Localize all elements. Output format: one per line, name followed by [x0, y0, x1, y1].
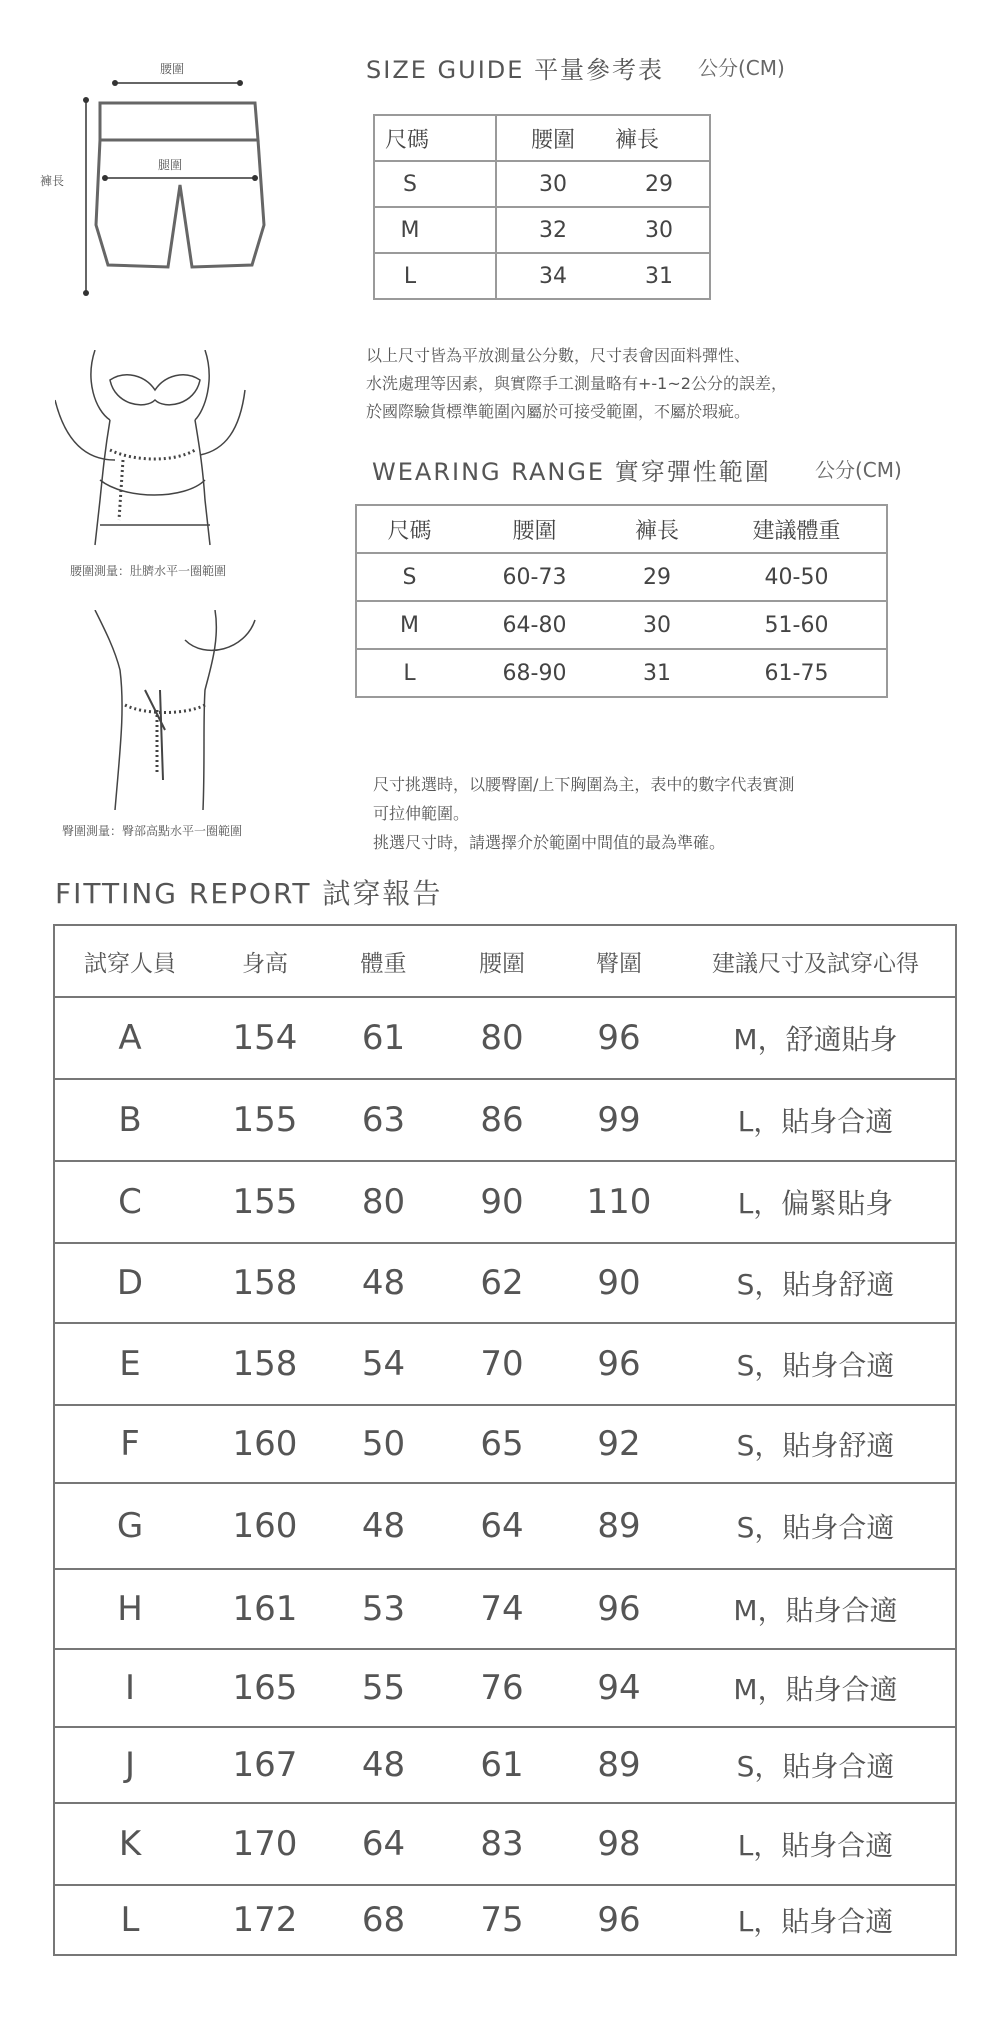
height-cell: 154: [205, 997, 325, 1079]
hip-cell: 90: [562, 1243, 676, 1323]
waist-cell: 90: [442, 1161, 562, 1243]
height-cell: 167: [205, 1727, 325, 1803]
selection-notes: [373, 770, 794, 857]
header-cell: 褲長: [609, 115, 710, 161]
header-cell: 尺碼: [374, 115, 496, 161]
height-cell: 155: [205, 1161, 325, 1243]
table-row: [356, 553, 887, 601]
waist-cell: 80: [442, 997, 562, 1079]
hip-measure-icon: [85, 610, 275, 810]
wearing-range-title: WEARING RANGE 實穿彈性範圍: [372, 458, 771, 486]
suggestion-cell: L，貼身合適: [676, 1885, 956, 1955]
hip-measure-figure: [85, 610, 275, 810]
weight-cell: 61: [325, 997, 442, 1079]
tester-cell: D: [54, 1243, 205, 1323]
table-cell: 40-50: [707, 553, 887, 601]
wearing-range-unit: 公分(CM): [815, 458, 902, 482]
weight-cell: 64: [325, 1803, 442, 1885]
suggestion-cell: M，貼身合適: [676, 1649, 956, 1727]
table-row: [356, 601, 887, 649]
hip-cell: 96: [562, 1885, 676, 1955]
weight-cell: 68: [325, 1885, 442, 1955]
fitting-report-title: FITTING REPORT 試穿報告: [55, 877, 443, 910]
weight-cell: 55: [325, 1649, 442, 1727]
tester-cell: C: [54, 1161, 205, 1243]
note-line: 以上尺寸皆為平放測量公分數，尺寸表會因面料彈性、: [366, 346, 751, 365]
shorts-diagram: [30, 55, 280, 305]
header-cell: 建議體重: [707, 505, 887, 553]
suggestion-cell: L，偏緊貼身: [676, 1161, 956, 1243]
wearing-range-table: [355, 504, 888, 698]
height-cell: 158: [205, 1243, 325, 1323]
hip-cell: 96: [562, 997, 676, 1079]
header-cell: 身高: [205, 925, 325, 997]
hip-cell: 89: [562, 1483, 676, 1569]
hip-cell: 99: [562, 1079, 676, 1161]
header-cell: 建議尺寸及試穿心得: [676, 925, 956, 997]
tester-cell: F: [54, 1405, 205, 1483]
height-cell: 161: [205, 1569, 325, 1649]
table-cell: 51-60: [707, 601, 887, 649]
hip-cell: 94: [562, 1649, 676, 1727]
weight-cell: 48: [325, 1243, 442, 1323]
height-cell: 155: [205, 1079, 325, 1161]
table-cell: M: [356, 601, 462, 649]
shorts-outline-icon: [30, 55, 280, 305]
table-header-row: [374, 115, 710, 161]
table-cell: L: [356, 649, 462, 697]
weight-cell: 80: [325, 1161, 442, 1243]
table-cell: 64-80: [462, 601, 607, 649]
suggestion-cell: S，貼身舒適: [676, 1243, 956, 1323]
header-cell: 體重: [325, 925, 442, 997]
length-label: 褲長: [40, 174, 65, 188]
suggestion-cell: S，貼身合適: [676, 1323, 956, 1405]
table-row: [54, 1569, 956, 1649]
waist-caption: 腰圍測量：肚臍水平一圈範圍: [70, 564, 227, 578]
waist-cell: 70: [442, 1323, 562, 1405]
hip-caption: 臀圍測量：臀部高點水平一圈範圍: [62, 824, 243, 838]
table-cell: 68-90: [462, 649, 607, 697]
waist-cell: 61: [442, 1727, 562, 1803]
table-cell: S: [356, 553, 462, 601]
thigh-label: 腿圍: [158, 158, 183, 172]
table-row: [54, 1803, 956, 1885]
weight-cell: 53: [325, 1569, 442, 1649]
tester-cell: J: [54, 1727, 205, 1803]
table-cell: 30: [609, 207, 710, 253]
table-cell: 61-75: [707, 649, 887, 697]
table-row: [54, 1243, 956, 1323]
table-row: [54, 1079, 956, 1161]
tester-cell: E: [54, 1323, 205, 1405]
table-cell: S: [374, 161, 496, 207]
waist-cell: 74: [442, 1569, 562, 1649]
waist-cell: 86: [442, 1079, 562, 1161]
suggestion-cell: S，貼身合適: [676, 1483, 956, 1569]
suggestion-cell: L，貼身合適: [676, 1079, 956, 1161]
table-header-row: [54, 925, 956, 997]
hip-cell: 96: [562, 1323, 676, 1405]
hip-cell: 110: [562, 1161, 676, 1243]
table-cell: M: [374, 207, 496, 253]
weight-cell: 63: [325, 1079, 442, 1161]
table-row: [54, 1885, 956, 1955]
height-cell: 160: [205, 1405, 325, 1483]
table-cell: 30: [607, 601, 707, 649]
hip-cell: 96: [562, 1569, 676, 1649]
table-cell: 32: [496, 207, 609, 253]
size-guide-table: [373, 114, 711, 300]
tester-cell: H: [54, 1569, 205, 1649]
header-cell: 褲長: [607, 505, 707, 553]
table-row: [54, 1649, 956, 1727]
table-cell: 60-73: [462, 553, 607, 601]
table-row: [374, 207, 710, 253]
waist-measure-figure: [55, 350, 255, 550]
header-cell: 尺碼: [356, 505, 462, 553]
note-line: 於國際驗貨標準範圍內屬於可接受範圍，不屬於瑕疵。: [366, 402, 751, 421]
table-row: [356, 649, 887, 697]
table-row: [54, 1405, 956, 1483]
weight-cell: 50: [325, 1405, 442, 1483]
tester-cell: L: [54, 1885, 205, 1955]
header-cell: 腰圍: [442, 925, 562, 997]
size-guide-title: SIZE GUIDE 平量參考表: [366, 56, 665, 84]
height-cell: 165: [205, 1649, 325, 1727]
note-line: 水洗處理等因素，與實際手工測量略有+-1~2公分的誤差，: [366, 374, 787, 393]
waist-cell: 65: [442, 1405, 562, 1483]
waist-cell: 75: [442, 1885, 562, 1955]
waist-cell: 76: [442, 1649, 562, 1727]
size-guide-unit: 公分(CM): [698, 56, 785, 80]
suggestion-cell: L，貼身合適: [676, 1803, 956, 1885]
suggestion-cell: M，舒適貼身: [676, 997, 956, 1079]
table-header-row: [356, 505, 887, 553]
table-cell: L: [374, 253, 496, 299]
header-cell: 腰圍: [462, 505, 607, 553]
table-cell: 31: [609, 253, 710, 299]
height-cell: 172: [205, 1885, 325, 1955]
tester-cell: A: [54, 997, 205, 1079]
height-cell: 160: [205, 1483, 325, 1569]
hip-cell: 98: [562, 1803, 676, 1885]
waist-cell: 62: [442, 1243, 562, 1323]
size-notes: [366, 342, 787, 426]
tester-cell: I: [54, 1649, 205, 1727]
table-row: [54, 997, 956, 1079]
note-line: 可拉伸範圍。: [373, 804, 470, 823]
header-cell: 臀圍: [562, 925, 676, 997]
table-row: [374, 253, 710, 299]
note-line: 挑選尺寸時，請選擇介於範圍中間值的最為準確。: [373, 833, 726, 852]
weight-cell: 48: [325, 1483, 442, 1569]
header-cell: 試穿人員: [54, 925, 205, 997]
suggestion-cell: S，貼身舒適: [676, 1405, 956, 1483]
weight-cell: 48: [325, 1727, 442, 1803]
waist-cell: 64: [442, 1483, 562, 1569]
waist-measure-icon: [55, 350, 255, 550]
fitting-report-body: [54, 997, 956, 1955]
table-row: [54, 1161, 956, 1243]
header-cell: 腰圍: [496, 115, 609, 161]
table-cell: 29: [607, 553, 707, 601]
hip-cell: 92: [562, 1405, 676, 1483]
suggestion-cell: M，貼身合適: [676, 1569, 956, 1649]
table-row: [54, 1483, 956, 1569]
table-cell: 34: [496, 253, 609, 299]
note-line: 尺寸挑選時，以腰臀圍/上下胸圍為主，表中的數字代表實測: [373, 775, 795, 794]
table-cell: 29: [609, 161, 710, 207]
hip-cell: 89: [562, 1727, 676, 1803]
table-row: [374, 161, 710, 207]
table-row: [54, 1727, 956, 1803]
fitting-report-table: [53, 924, 957, 1956]
table-cell: 31: [607, 649, 707, 697]
tester-cell: B: [54, 1079, 205, 1161]
height-cell: 170: [205, 1803, 325, 1885]
waist-cell: 83: [442, 1803, 562, 1885]
weight-cell: 54: [325, 1323, 442, 1405]
height-cell: 158: [205, 1323, 325, 1405]
waist-label: 腰圍: [160, 62, 185, 76]
table-cell: 30: [496, 161, 609, 207]
tester-cell: G: [54, 1483, 205, 1569]
suggestion-cell: S，貼身合適: [676, 1727, 956, 1803]
table-row: [54, 1323, 956, 1405]
tester-cell: K: [54, 1803, 205, 1885]
